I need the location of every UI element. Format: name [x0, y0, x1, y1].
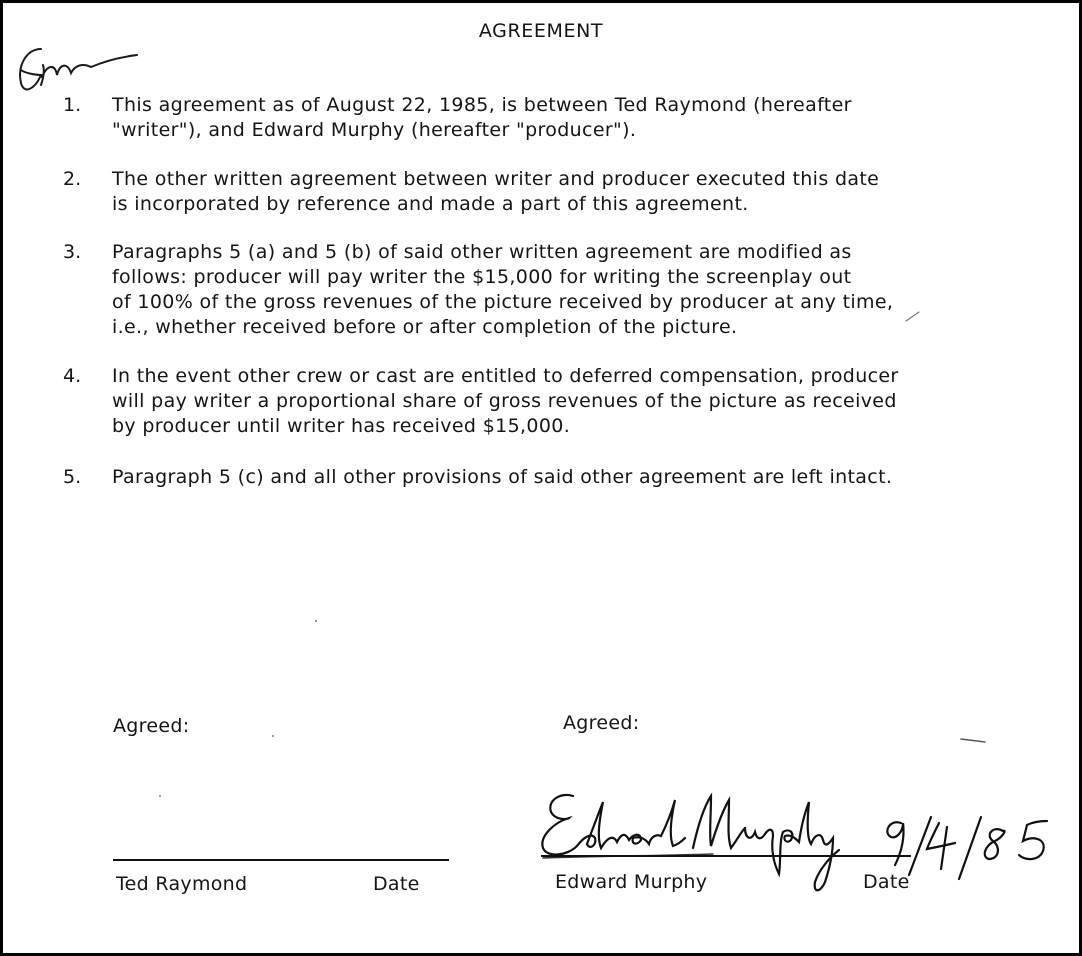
scan-speck [159, 795, 161, 797]
clause-line: i.e., whether received before or after completion of the picture. [112, 316, 738, 338]
clause-line: Paragraphs 5 (a) and 5 (b) of said other written agreement are modified as [112, 241, 852, 263]
scan-speck [272, 735, 274, 737]
clause-text [112, 167, 1012, 217]
clause-number: 5. [63, 466, 82, 488]
scan-mark [959, 733, 989, 745]
scan-mark [903, 309, 923, 323]
clause-text [112, 93, 1012, 143]
clause-line: "writer"), and Edward Murphy (hereafter "producer"). [112, 119, 637, 141]
clause-text [112, 364, 1012, 439]
clause-line: is incorporated by reference and made a part of this agreement. [112, 193, 749, 215]
clause-text [112, 240, 1012, 340]
clause-text [112, 465, 1012, 490]
agreed-label-producer: Agreed: [563, 712, 640, 734]
writer-date-label: Date [373, 873, 420, 895]
clause-line: of 100% of the gross revenues of the picture received by producer at any time, [112, 291, 894, 313]
clause-line: will pay writer a proportional share of gross revenues of the picture as received [112, 390, 897, 412]
producer-name: Edward Murphy [555, 871, 708, 893]
clause-line: follows: producer will pay writer the $15,000 for writing the screenplay out [112, 266, 852, 288]
scan-speck [315, 620, 317, 622]
signature-line-producer [541, 855, 911, 857]
agreed-label-writer: Agreed: [113, 715, 190, 737]
producer-date-label: Date [863, 871, 910, 893]
clause-line: The other written agreement between writer and producer executed this date [112, 168, 880, 190]
document-title: AGREEMENT [478, 20, 604, 42]
clause-line: This agreement as of August 22, 1985, is between Ted Raymond (hereafter [112, 94, 852, 116]
clause-line: In the event other crew or cast are entitled to deferred compensation, producer [112, 365, 899, 387]
signature-line-writer [113, 859, 449, 861]
clause-number: 4. [63, 365, 82, 387]
clause-line: Paragraph 5 (c) and all other provisions of said other agreement are left intact. [112, 466, 893, 488]
clause-number: 2. [63, 168, 82, 190]
clause-line: by producer until writer has received $15,000. [112, 415, 571, 437]
clause-number: 1. [63, 94, 82, 116]
clause-number: 3. [63, 241, 82, 263]
writer-name: Ted Raymond [116, 873, 248, 895]
